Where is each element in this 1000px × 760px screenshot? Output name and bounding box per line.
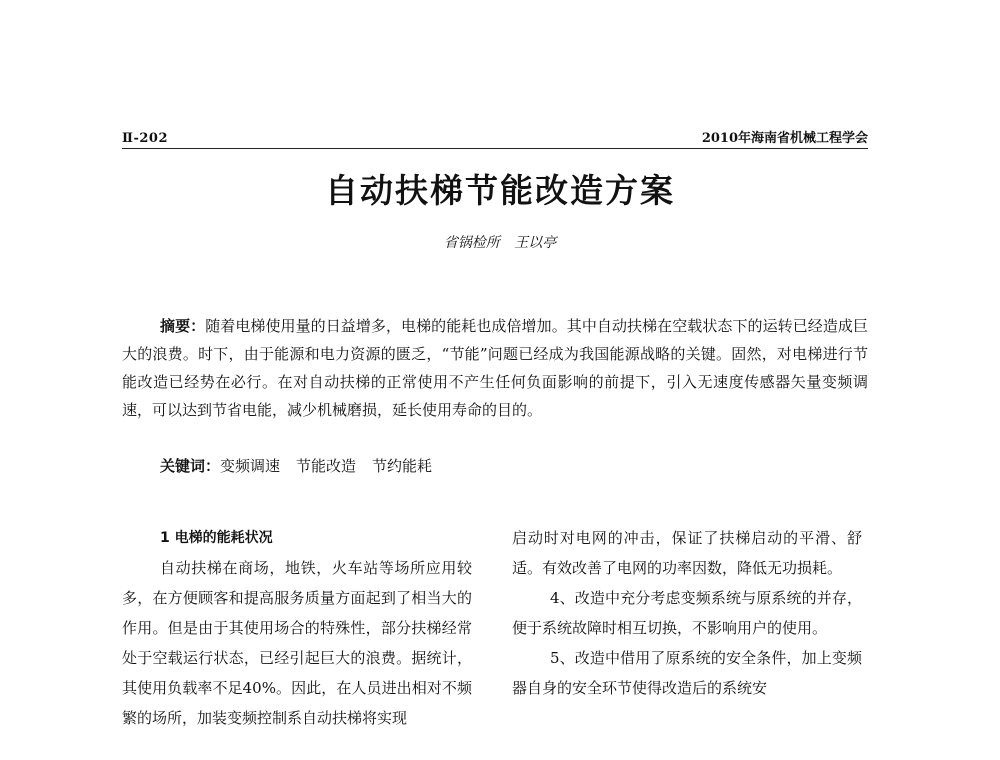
body-paragraph: 自动扶梯在商场，地铁，火车站等场所应用较多，在方便顾客和提高服务质量方面起到了相当大的作用。但是由于其使用场合的特殊性，部分扶梯经常处于空载运行状态，已经引起巨大的浪费。据统计，其使用负载率不足40%。因此，在人员进出相对不频繁的场所，加装变频控制系自动扶梯将实现 [122,559,472,727]
journal-name: 2010年海南省机械工程学会 [701,131,868,146]
abstract-label: 摘要： [160,317,206,335]
running-header [122,130,868,149]
author-line [0,232,1000,252]
author-name: 王以亭 [514,235,557,251]
keyword: 变频调速 [220,457,281,475]
list-item-5: 5、改造中借用了原系统的安全条件，加上变频器自身的安全环节使得改造后的系统安 [512,649,862,697]
keyword: 节能改造 [296,457,357,475]
author-affiliation: 省锅检所 [443,235,500,251]
right-column [512,523,862,703]
abstract [122,312,868,424]
left-column [122,523,472,733]
section-heading: 1 电梯的能耗状况 [160,530,273,546]
keyword: 节约能耗 [372,457,433,475]
paper-title: 自动扶梯节能改造方案 [325,171,675,210]
keywords-label: 关键词： [160,457,221,475]
list-item-4: 4、改造中充分考虑变频系统与原系统的并存，便于系统故障时相互切换，不影响用户的使用。 [512,589,862,637]
page-number: Ⅱ-202 [122,131,168,146]
keywords [160,452,868,480]
body-paragraph-continued: 启动时对电网的冲击，保证了扶梯启动的平滑、舒适。有效改善了电网的功率因数，降低无功损耗。 [512,529,862,577]
abstract-text: 随着电梯使用量的日益增多，电梯的能耗也成倍增加。其中自动扶梯在空载状态下的运转已经造成巨大的浪费。时下，由于能源和电力资源的匮乏，“节能”问题已经成为我国能源战略的关键。固然，对电梯进行节能改造已经势在必行。在对自动扶梯的正常使用不产生任何负面影响的前提下，引入无速度传感器矢量变频调速，可以达到节省电能，减少机械磨损，延长使用寿命的目的。 [122,317,868,419]
